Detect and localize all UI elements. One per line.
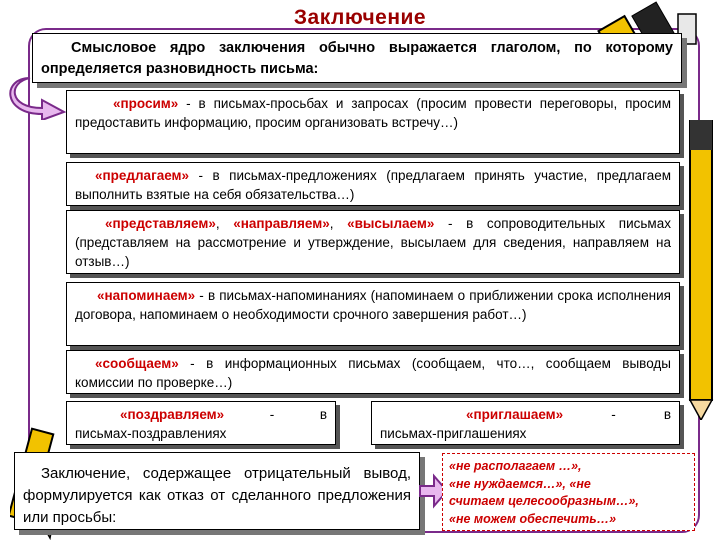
negative-example: «не можем обеспечить…» bbox=[449, 511, 617, 526]
negative-conclusion-box bbox=[14, 452, 420, 530]
page-title: Заключение bbox=[293, 6, 427, 29]
separator: , bbox=[215, 216, 234, 231]
verb-keyword: «предлагаем» bbox=[95, 168, 190, 183]
verb-keyword: «просим» bbox=[113, 96, 179, 111]
verb-description: - в письмах-просьбах и запросах (просим провести переговоры, просим предоставить информацию, просим организовать встречу…) bbox=[75, 96, 671, 130]
curved-arrow-icon bbox=[2, 74, 72, 120]
verb-keyword: «поздравляем» bbox=[120, 407, 225, 422]
verb-card bbox=[66, 162, 680, 206]
pencil-icon bbox=[684, 120, 720, 420]
verb-keyword: «приглашаем» bbox=[466, 407, 564, 422]
verb-card bbox=[66, 350, 680, 394]
verb-description: - в письмах-напоминаниях (напоминаем о приближении срока исполнения договора, напоминаем о необходимости срочного завершения работ…) bbox=[75, 288, 671, 322]
negative-example: «не располагаем …», bbox=[449, 459, 582, 473]
negative-conclusion-text: Заключение, содержащее отрицательный вывод, формулируется как отказ от сделанного предложения или просьбы: bbox=[23, 465, 411, 526]
verb-card bbox=[66, 210, 680, 274]
verb-keyword: «сообщаем» bbox=[95, 356, 179, 371]
verb-card bbox=[371, 401, 680, 445]
verb-keyword: «направляем» bbox=[233, 216, 330, 231]
verb-description: - в информационных письмах (сообщаем, что…, сообщаем выводы комиссии по проверке…) bbox=[75, 356, 671, 390]
verb-card bbox=[66, 90, 680, 154]
verb-description: - в сопроводительных письмах (представляем на рассмотрение и утверждение, высылаем для сведения, направляем на отзыв…) bbox=[75, 216, 671, 269]
verb-keyword: «высылаем» bbox=[347, 216, 435, 231]
verb-description: - в письмах-предложениях (предлагаем принять участие, предлагаем выполнить взятые на себя обязательства…) bbox=[75, 168, 671, 202]
verb-description: - в письмах-приглашениях bbox=[380, 407, 671, 441]
verb-keyword: «напоминаем» bbox=[97, 288, 196, 303]
negative-example: считаем целесообразным…», bbox=[449, 494, 639, 508]
intro-text: Смысловое ядро заключения обычно выражается глаголом, по которому определяется разновидность письма: bbox=[41, 40, 673, 77]
intro-box bbox=[32, 33, 682, 83]
verb-card bbox=[66, 401, 336, 445]
separator: , bbox=[329, 216, 348, 231]
negative-example: «не нуждаемся…», «не bbox=[449, 476, 591, 491]
negative-examples-box bbox=[442, 453, 695, 531]
verb-keyword: «представляем» bbox=[105, 216, 216, 231]
verb-card bbox=[66, 282, 680, 346]
verb-description: - в письмах-поздравлениях bbox=[75, 407, 327, 441]
